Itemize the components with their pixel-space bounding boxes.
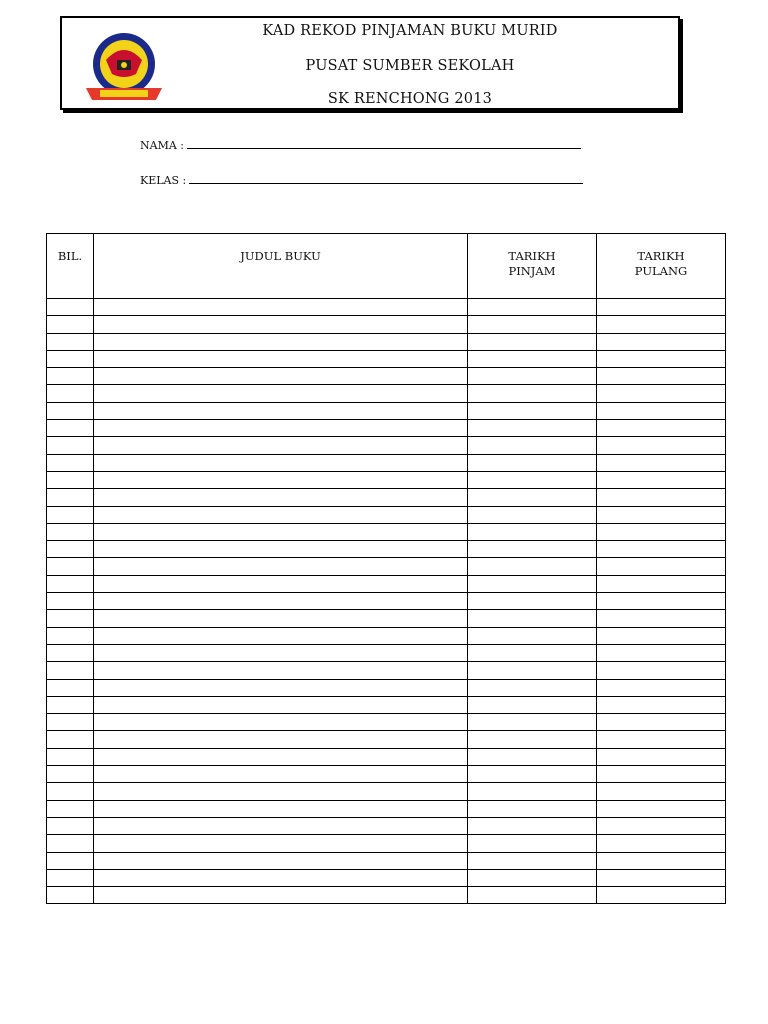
kelas-field[interactable]	[140, 173, 583, 187]
cell-pinjam[interactable]	[468, 852, 597, 869]
cell-pinjam[interactable]	[468, 817, 597, 834]
cell-bil[interactable]	[47, 835, 94, 852]
cell-judul[interactable]	[94, 402, 468, 419]
cell-pinjam[interactable]	[468, 696, 597, 713]
cell-judul[interactable]	[94, 420, 468, 437]
cell-pinjam[interactable]	[468, 714, 597, 731]
col-header-tarikh-pinjam	[468, 234, 597, 299]
cell-judul[interactable]	[94, 575, 468, 592]
cell-pulang[interactable]	[597, 489, 726, 506]
table-row	[47, 835, 726, 852]
table-row	[47, 593, 726, 610]
cell-pinjam[interactable]	[468, 506, 597, 523]
cell-pinjam[interactable]	[468, 523, 597, 540]
table-row	[47, 368, 726, 385]
cell-bil[interactable]	[47, 610, 94, 627]
col-header-judul-buku: JUDUL BUKU	[94, 234, 468, 299]
cell-pulang[interactable]	[597, 523, 726, 540]
cell-bil[interactable]	[47, 437, 94, 454]
cell-bil[interactable]	[47, 575, 94, 592]
table-row	[47, 627, 726, 644]
cell-bil[interactable]	[47, 385, 94, 402]
cell-bil[interactable]	[47, 748, 94, 765]
col-header-bil: BIL.	[47, 234, 94, 299]
cell-pinjam[interactable]	[468, 541, 597, 558]
cell-pulang[interactable]	[597, 644, 726, 661]
col-header-tarikh-pulang	[597, 234, 726, 299]
table-row	[47, 350, 726, 367]
kelas-label: KELAS :	[140, 174, 187, 187]
cell-pinjam[interactable]	[468, 402, 597, 419]
cell-bil[interactable]	[47, 420, 94, 437]
cell-pinjam[interactable]	[468, 783, 597, 800]
cell-pinjam[interactable]	[468, 489, 597, 506]
table-row	[47, 316, 726, 333]
cell-pinjam[interactable]	[468, 454, 597, 471]
cell-judul[interactable]	[94, 748, 468, 765]
cell-bil[interactable]	[47, 869, 94, 886]
cell-pinjam[interactable]	[468, 575, 597, 592]
cell-bil[interactable]	[47, 333, 94, 350]
cell-bil[interactable]	[47, 506, 94, 523]
cell-pulang[interactable]	[597, 402, 726, 419]
cell-bil[interactable]	[47, 541, 94, 558]
cell-pulang[interactable]	[597, 454, 726, 471]
cell-judul[interactable]	[94, 489, 468, 506]
cell-pulang[interactable]	[597, 350, 726, 367]
cell-pinjam[interactable]	[468, 368, 597, 385]
cell-pinjam[interactable]	[468, 627, 597, 644]
cell-judul[interactable]	[94, 541, 468, 558]
cell-bil[interactable]	[47, 299, 94, 316]
table-row	[47, 506, 726, 523]
cell-judul[interactable]	[94, 385, 468, 402]
cell-pinjam[interactable]	[468, 437, 597, 454]
cell-pinjam[interactable]	[468, 679, 597, 696]
cell-pulang[interactable]	[597, 506, 726, 523]
table-row	[47, 558, 726, 575]
cell-judul[interactable]	[94, 368, 468, 385]
cell-pinjam[interactable]	[468, 316, 597, 333]
loan-record-table	[46, 233, 726, 904]
cell-judul[interactable]	[94, 835, 468, 852]
cell-judul[interactable]	[94, 593, 468, 610]
cell-pinjam[interactable]	[468, 644, 597, 661]
cell-pulang[interactable]	[597, 610, 726, 627]
cell-pulang[interactable]	[597, 541, 726, 558]
cell-bil[interactable]	[47, 783, 94, 800]
cell-judul[interactable]	[94, 627, 468, 644]
cell-bil[interactable]	[47, 817, 94, 834]
nama-label: NAMA :	[140, 139, 184, 152]
cell-judul[interactable]	[94, 731, 468, 748]
table-row	[47, 610, 726, 627]
cell-bil[interactable]	[47, 766, 94, 783]
table-row	[47, 523, 726, 540]
table-row	[47, 420, 726, 437]
cell-judul[interactable]	[94, 766, 468, 783]
cell-pulang[interactable]	[597, 766, 726, 783]
nama-line[interactable]	[187, 138, 581, 149]
cell-bil[interactable]	[47, 454, 94, 471]
col-header-tarikh-pulang-label: TARIKH PULANG	[634, 249, 688, 278]
cell-pulang[interactable]	[597, 471, 726, 488]
table-row	[47, 471, 726, 488]
table-row	[47, 817, 726, 834]
cell-bil[interactable]	[47, 800, 94, 817]
cell-bil[interactable]	[47, 316, 94, 333]
cell-pulang[interactable]	[597, 662, 726, 679]
table-row	[47, 869, 726, 886]
cell-pinjam[interactable]	[468, 800, 597, 817]
cell-pulang[interactable]	[597, 385, 726, 402]
table-row	[47, 731, 726, 748]
cell-pinjam[interactable]	[468, 662, 597, 679]
cell-pinjam[interactable]	[468, 835, 597, 852]
table-row	[47, 575, 726, 592]
cell-pinjam[interactable]	[468, 766, 597, 783]
table-row	[47, 541, 726, 558]
table-row	[47, 299, 726, 316]
cell-judul[interactable]	[94, 852, 468, 869]
cell-pinjam[interactable]	[468, 333, 597, 350]
cell-bil[interactable]	[47, 523, 94, 540]
cell-bil[interactable]	[47, 662, 94, 679]
cell-pulang[interactable]	[597, 316, 726, 333]
cell-bil[interactable]	[47, 627, 94, 644]
table-row	[47, 887, 726, 904]
cell-pulang[interactable]	[597, 731, 726, 748]
table-row	[47, 679, 726, 696]
cell-judul[interactable]	[94, 887, 468, 904]
cell-bil[interactable]	[47, 350, 94, 367]
cell-judul[interactable]	[94, 817, 468, 834]
cell-pulang[interactable]	[597, 368, 726, 385]
cell-bil[interactable]	[47, 368, 94, 385]
cell-pinjam[interactable]	[468, 748, 597, 765]
cell-bil[interactable]	[47, 593, 94, 610]
cell-judul[interactable]	[94, 350, 468, 367]
cell-pulang[interactable]	[597, 333, 726, 350]
cell-pulang[interactable]	[597, 817, 726, 834]
col-header-tarikh-pinjam-label: TARIKH PINJAM	[508, 249, 556, 278]
cell-bil[interactable]	[47, 644, 94, 661]
table-row	[47, 333, 726, 350]
cell-pulang[interactable]	[597, 679, 726, 696]
cell-judul[interactable]	[94, 454, 468, 471]
cell-pinjam[interactable]	[468, 887, 597, 904]
table-row	[47, 437, 726, 454]
table-row	[47, 662, 726, 679]
cell-judul[interactable]	[94, 316, 468, 333]
cell-pinjam[interactable]	[468, 299, 597, 316]
cell-bil[interactable]	[47, 731, 94, 748]
cell-judul[interactable]	[94, 610, 468, 627]
cell-pulang[interactable]	[597, 783, 726, 800]
cell-pinjam[interactable]	[468, 350, 597, 367]
cell-judul[interactable]	[94, 523, 468, 540]
table-header-row	[47, 234, 726, 299]
cell-pulang[interactable]	[597, 575, 726, 592]
cell-pulang[interactable]	[597, 627, 726, 644]
table-row	[47, 402, 726, 419]
table-row	[47, 783, 726, 800]
cell-pulang[interactable]	[597, 714, 726, 731]
cell-bil[interactable]	[47, 679, 94, 696]
table-row	[47, 748, 726, 765]
cell-judul[interactable]	[94, 333, 468, 350]
table-row	[47, 766, 726, 783]
cell-pulang[interactable]	[597, 420, 726, 437]
cell-pulang[interactable]	[597, 835, 726, 852]
cell-pinjam[interactable]	[468, 593, 597, 610]
table-row	[47, 714, 726, 731]
cell-pulang[interactable]	[597, 437, 726, 454]
cell-judul[interactable]	[94, 696, 468, 713]
cell-pulang[interactable]	[597, 887, 726, 904]
cell-pinjam[interactable]	[468, 471, 597, 488]
cell-bil[interactable]	[47, 714, 94, 731]
cell-judul[interactable]	[94, 662, 468, 679]
cell-judul[interactable]	[94, 437, 468, 454]
table-row	[47, 385, 726, 402]
cell-pinjam[interactable]	[468, 731, 597, 748]
cell-pulang[interactable]	[597, 852, 726, 869]
cell-pinjam[interactable]	[468, 558, 597, 575]
cell-judul[interactable]	[94, 800, 468, 817]
kelas-line[interactable]	[189, 173, 583, 184]
cell-pinjam[interactable]	[468, 420, 597, 437]
cell-bil[interactable]	[47, 696, 94, 713]
cell-pulang[interactable]	[597, 800, 726, 817]
table-row	[47, 852, 726, 869]
cell-pinjam[interactable]	[468, 869, 597, 886]
cell-judul[interactable]	[94, 558, 468, 575]
cell-pulang[interactable]	[597, 593, 726, 610]
cell-judul[interactable]	[94, 869, 468, 886]
cell-pinjam[interactable]	[468, 610, 597, 627]
cell-pulang[interactable]	[597, 558, 726, 575]
cell-pulang[interactable]	[597, 869, 726, 886]
cell-judul[interactable]	[94, 679, 468, 696]
table-row	[47, 644, 726, 661]
cell-bil[interactable]	[47, 887, 94, 904]
cell-judul[interactable]	[94, 714, 468, 731]
cell-judul[interactable]	[94, 644, 468, 661]
form-title: KAD REKOD PINJAMAN BUKU MURID	[262, 23, 558, 39]
cell-judul[interactable]	[94, 471, 468, 488]
cell-bil[interactable]	[47, 558, 94, 575]
table-row	[47, 489, 726, 506]
table-row	[47, 696, 726, 713]
cell-pulang[interactable]	[597, 299, 726, 316]
table-row	[47, 800, 726, 817]
cell-bil[interactable]	[47, 852, 94, 869]
cell-bil[interactable]	[47, 471, 94, 488]
school-name: SK RENCHONG 2013	[327, 91, 493, 107]
cell-pinjam[interactable]	[468, 385, 597, 402]
cell-judul[interactable]	[94, 783, 468, 800]
cell-bil[interactable]	[47, 489, 94, 506]
cell-pulang[interactable]	[597, 748, 726, 765]
table-row	[47, 454, 726, 471]
form-subtitle: PUSAT SUMBER SEKOLAH	[305, 58, 515, 74]
cell-bil[interactable]	[47, 402, 94, 419]
cell-judul[interactable]	[94, 506, 468, 523]
cell-judul[interactable]	[94, 299, 468, 316]
nama-field[interactable]	[140, 138, 581, 152]
cell-pulang[interactable]	[597, 696, 726, 713]
